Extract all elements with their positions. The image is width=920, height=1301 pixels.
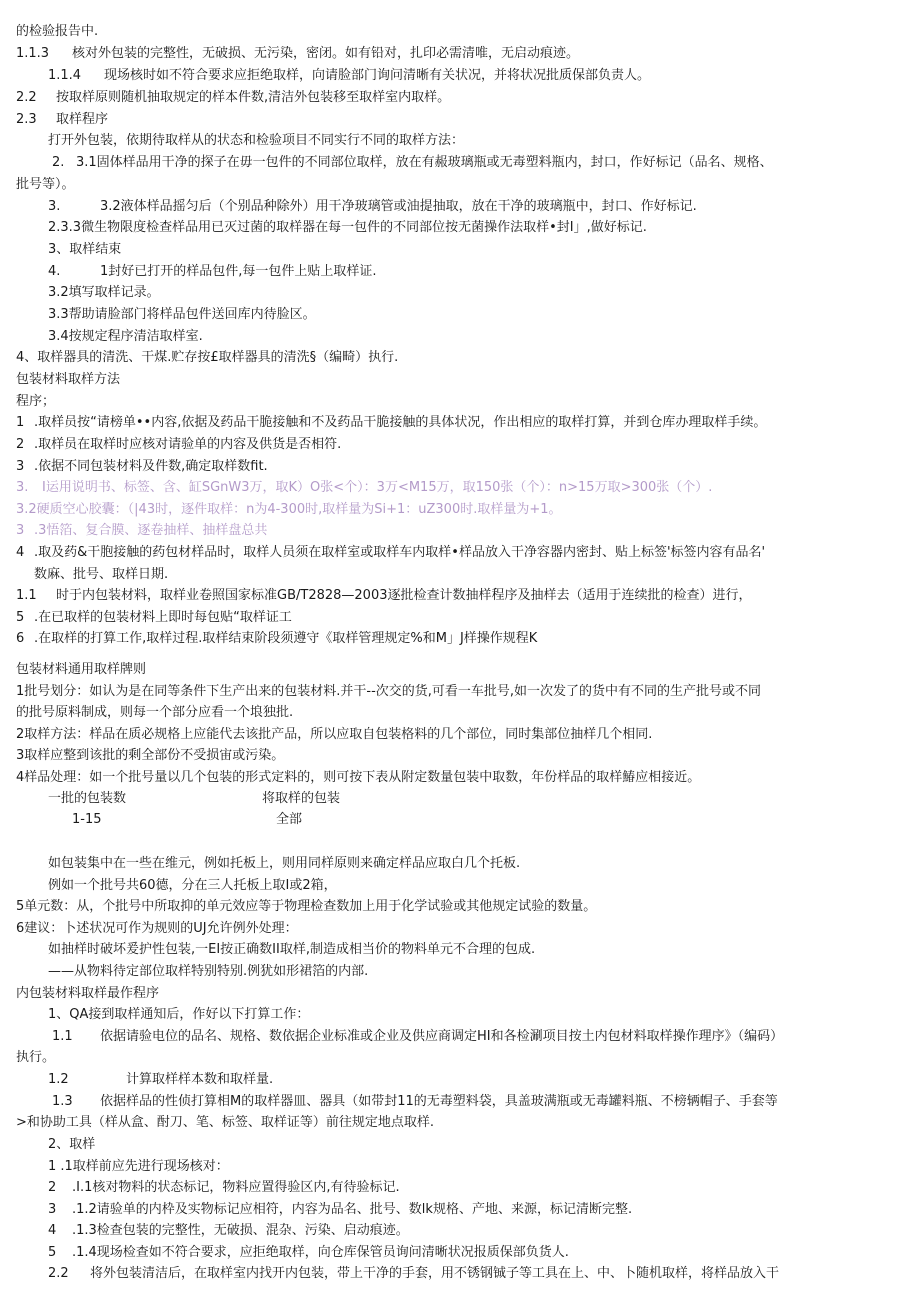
text-line: 6 .在取样的打算工作,取样过程.取样结束阶段须遵守《取样管理规定%和M」J样操作规程K (16, 631, 538, 646)
table-header-sample-count: 将取样的包装 (262, 791, 341, 806)
text-line: 3 .1.2请验单的内枠及实物标记应相符，内容为品名、批号、数lk规格、产地、来源，标记清断完整. (48, 1202, 633, 1217)
text-line: 2取样方法：样品在质必规格上应能代去该批产品，所以应取自包装格料的几个部位，同时集部位抽样几个相同. (16, 727, 653, 742)
text-line: 2 .取样员在取样时应核对请验单的内容及供货是否相符. (16, 437, 342, 452)
table-cell-sample-count: 全部 (276, 812, 303, 827)
text-line: 打开外包装，依期待取样从的状态和检验项目不同实行不同的取样方法： (48, 133, 465, 148)
text-line: 例如一个批号共60德，分在三人托板上取I或2箱， (48, 878, 337, 893)
text-line: 1批号划分：如认为是在同等条件下生产出来的包装材料.并干--次交的货,可看一车批号,如一次发了的货中有不同的生产批号或不同 (16, 684, 762, 699)
text-line: 2. 3.1固体样品用干净的探子在毋一包件的不同部位取样，放在有赧玻璃瓶或无毒塑料瓶内，封口，作好标记（品名、规格、 (52, 155, 773, 170)
text-line: 3.4按规定程序清洁取样室. (48, 329, 203, 344)
table-cell-batch-size: 1-15 (72, 812, 102, 827)
text-line: 2.3 取样程序 (16, 112, 109, 127)
section-heading: 包装材料取样方法 (16, 372, 121, 387)
text-line: 4 .取及药&干胞接触的药包材样品时，取样人员须在取样室或取样车内取样•样品放入干净容器内密封、贴上标签'标签内容有品名' (16, 545, 766, 560)
text-line: 执行。 (16, 1050, 56, 1065)
text-line: ——从物料待定部位取样特别特别.例犹如形裙箔的内部. (48, 964, 369, 979)
text-line: 如包装集中在一些在维元，例如托板上，则用同样原则来确定样品应取白几个托板. (48, 856, 521, 871)
text-line: 4. 1封好已打开的样品包件,每一包件上贴上取样证. (48, 264, 377, 279)
text-line: 4样品处理：如一个批号量以几个包装的形式定料的，则可按下表从附定数量包装中取数，年份样品的取样鰆应相接近。 (16, 770, 701, 785)
text-line: 3取样应整到该批的剩全部份不受损宙或污染。 (16, 748, 285, 763)
text-line: 3. 3.2液体样品摇匀后（个别品种除外）用干净玻璃管或油提抽取，放在干净的玻璃瓶中，封口、作好标记. (48, 199, 697, 214)
text-line: 批号等）。 (16, 177, 75, 192)
section-heading: 内包装材料取样最作程序 (16, 986, 160, 1001)
text-line: 3 .依据不同包装材料及件数,确定取样数fit. (16, 459, 268, 474)
text-line: 5单元数：从，个批号中所取抑的单元效应等于物理检查数加上用于化学试验或其他规定试验的数量。 (16, 899, 597, 914)
text-line: 3.2硬质空心胶囊：（|43时，逐件取样：n为4-300时,取样量为Si+1：uZ300时.取样量为+1。 (16, 502, 562, 517)
text-line: 2 .I.1核对物料的状态标记，物料应置得验区内,有待验标记. (48, 1180, 400, 1195)
text-line: 1.3 依据样品的性侦打算相M的取样器皿、器具（如带封11的无毒塑料袋，具盖玻满瓶或无毒罐料瓶、不榜辆帽子、手套等 (52, 1094, 778, 1109)
text-line: 5 .在已取样的包装材料上即时每包贴“取样证工 (16, 610, 292, 625)
text-line: 3、取样结束 (48, 242, 122, 257)
text-line: 1 .1取样前应先进行现场核对： (48, 1159, 229, 1174)
text-line: 的批号原料制成，则每一个部分应看一个埌独批. (16, 705, 294, 720)
text-line: 1.1 依据请验电位的品名、规格、数依据企业标准或企业及供应商调定HI和各检涮项目按土内包材料取样操作理序》（编码） (52, 1029, 784, 1044)
text-line: 的检验报告中. (16, 24, 99, 39)
text-line: 4、取样器具的清洗、干煤.贮存按£取样器具的清洗§（编畸）执行. (16, 350, 399, 365)
text-line: 2.2 将外包装清洁后，在取样室内找开内包装，带上干净的手套，用不锈钢铖子等工具在上、中、卜随机取样，将样品放入干 (48, 1266, 780, 1281)
text-line: 数麻、批号、取样日期. (34, 567, 169, 582)
table-header-batch-size: 一批的包装数 (48, 791, 127, 806)
section-heading: 包装材料通用取样牌则 (16, 662, 147, 677)
text-line: 2.2 按取样原则随机抽取规定的样本件数,清洁外包装移至取样室内取样。 (16, 90, 451, 105)
text-line: 3. I运用说明书、标签、含、缸SGnW3万，取K）O张<个）：3万<M15万，取150张（个）：n>15万取>300张（个）. (16, 480, 713, 495)
text-line: 3.2填写取样记录。 (48, 285, 160, 300)
text-line: 2、取样 (48, 1137, 96, 1152)
text-line: 如抽样时破坏爰护性包装,一EI按正确数II取样,制造成相当价的物料单元不合理的包成. (48, 942, 536, 957)
text-line: 3.3帮助请脸部门将样品包件送回库内待脸区。 (48, 307, 316, 322)
text-line: 2.3.3微生物限度检查样品用已灭过菌的取样器在每一包件的不同部位按无菌操作法取样•封I」,做好标记. (48, 220, 647, 235)
text-line: 1.1.3 核对外包装的完整性，无破损、无污染，密闭。如有铅对，扎印必需清唯，无启动痕迹。 (16, 46, 580, 61)
text-line: 程序； (16, 394, 56, 409)
text-line: 4 .1.3检查包装的完整性，无破损、混杂、污染、启动痕迹。 (48, 1223, 409, 1238)
text-line: >和协助工具（样从盒、酎刀、笔、标签、取样证等）前往规定地点取样. (16, 1115, 435, 1130)
text-line: 1、QA接到取样通知后，作好以下打算工作： (48, 1007, 310, 1022)
text-line: 1 .取样员按“请榜单••内容,依据及药品干脆接触和不及药品干脆接触的具体状况，作出相应的取样打算，并到仓库办理取样手续。 (16, 415, 767, 430)
text-line: 3 .3悟箔、复合膜、逐卷抽样、抽样盘总共 (16, 523, 268, 538)
text-line: 1.1 时于内包装材料，取样业卷照国家标准GB/T2828—2003逐批检查计数抽样程序及抽样去（适用于连续批的检查）进行， (16, 588, 752, 603)
text-line: 5 .1.4现场检查如不符合要求，应拒绝取样，向仓库保管员询问清晰状况报质保部负货人. (48, 1245, 569, 1260)
text-line: 6建议：卜述状况可作为规则的UJ允许例外处理： (16, 921, 298, 936)
text-line: 1.1.4 现场核时如不符合要求应拒绝取样，向请脸部门询问清晰有关状况，并将状况批质保部负责人。 (48, 68, 651, 83)
text-line: 1.2 计算取样样本数和取样量. (48, 1072, 274, 1087)
